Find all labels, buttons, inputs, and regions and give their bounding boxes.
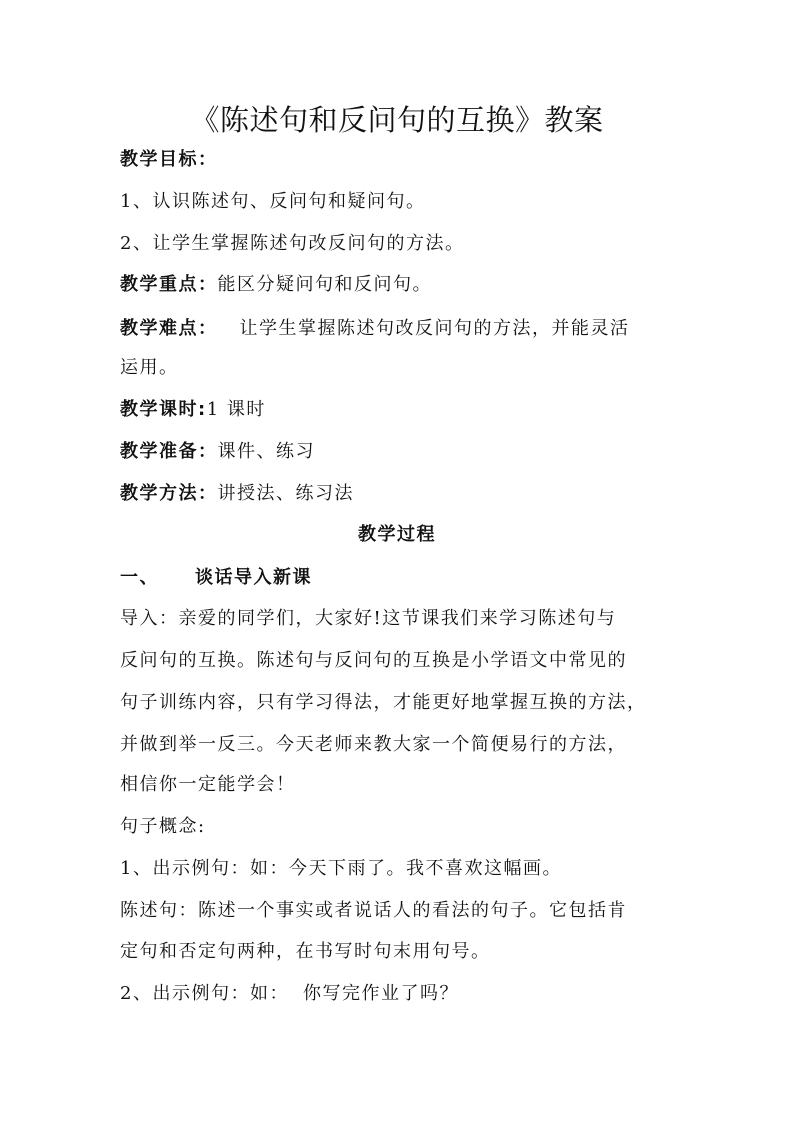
method-label: 教学方法： xyxy=(120,483,218,504)
hours-text: 1 课时 xyxy=(206,399,266,420)
hours-label: 教学课时: xyxy=(120,399,207,420)
method-row xyxy=(120,482,354,506)
hours-row xyxy=(120,398,266,422)
difficulty-label: 教学难点： xyxy=(120,318,218,339)
process-heading: 教学过程 xyxy=(358,524,436,545)
intro-line-1: 导入：亲爱的同学们，大家好!这节课我们来学习陈述句与 xyxy=(120,608,617,629)
key-point-text: 能区分疑问句和反问句。 xyxy=(217,274,432,295)
objective-1: 1、认识陈述句、反问句和疑问句。 xyxy=(120,191,426,212)
prep-label: 教学准备： xyxy=(120,441,218,462)
objective-2: 2、让学生掌握陈述句改反问句的方法。 xyxy=(120,233,465,254)
example-2-row xyxy=(120,982,459,1006)
difficulty-text-cont: 运用。 xyxy=(120,357,179,378)
example-1: 1、出示例句：如：今天下雨了。我不喜欢这幅画。 xyxy=(120,858,562,879)
prep-text: 课件、练习 xyxy=(217,441,315,462)
key-point-label: 教学重点： xyxy=(120,274,218,295)
objectives-label: 教学目标： xyxy=(120,149,218,170)
example-2-prefix: 2、出示例句：如： xyxy=(120,983,289,1004)
intro-line-2: 反问句的互换。陈述句与反问句的互换是小学语文中常见的 xyxy=(120,650,627,671)
difficulty-text: 让学生掌握陈述句改反问句的方法，并能灵活 xyxy=(239,318,630,339)
intro-line-3: 句子训练内容，只有学习得法，才能更好地掌握互换的方法， xyxy=(120,692,647,713)
section-1-number: 一、 xyxy=(120,567,159,588)
statement-definition-2: 定句和否定句两种，在书写时句末用句号。 xyxy=(120,941,491,962)
difficulty-row xyxy=(120,317,630,341)
section-1-heading xyxy=(120,566,312,590)
prep-row xyxy=(120,440,315,464)
method-text: 讲授法、练习法 xyxy=(217,483,354,504)
section-1-title: 谈话导入新课 xyxy=(195,567,312,588)
example-2-text: 你写完作业了吗？ xyxy=(302,983,459,1004)
concept-label: 句子概念: xyxy=(120,816,206,837)
key-point-row xyxy=(120,273,432,297)
intro-line-4: 并做到举一反三。今天老师来教大家一个简便易行的方法， xyxy=(120,734,627,755)
statement-definition-1: 陈述句：陈述一个事实或者说话人的看法的句子。它包括肯 xyxy=(120,900,627,921)
intro-line-5: 相信你一定能学会！ xyxy=(120,774,296,795)
document-title: 《陈述句和反问句的互换》教案 xyxy=(190,103,604,137)
